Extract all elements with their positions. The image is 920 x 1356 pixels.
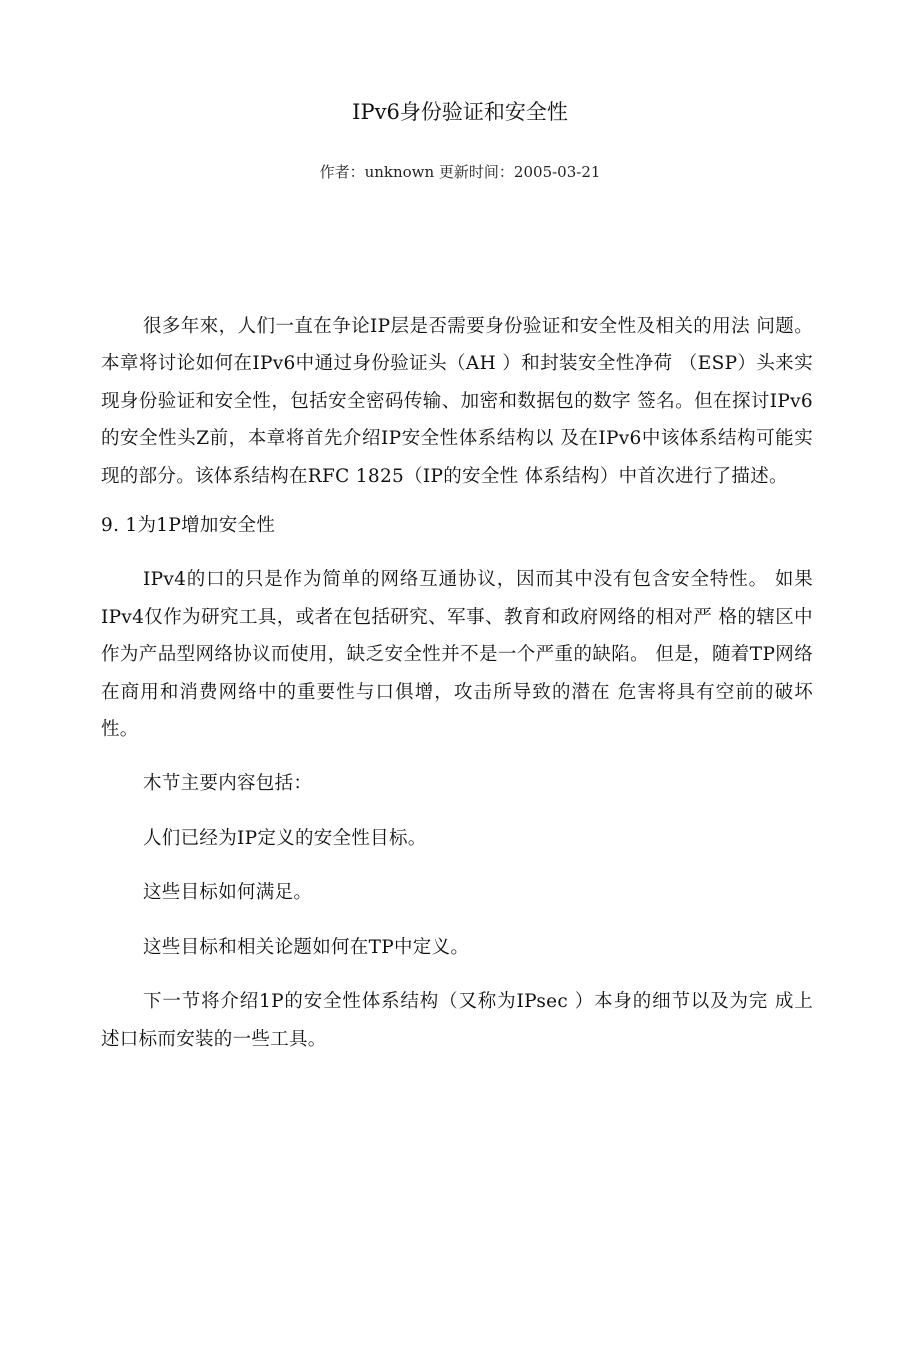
paragraph-intro: 很多年來，人们一直在争论IP层是否需要身份验证和安全性及相关的用法 问题。本章将讨论如何在IPv6中通过身份验证头（AH ）和封装安全性净荷 （ESP）头来实现身份验证和安全性，包括安全密码传输、加密和数据包的数字 签名。但在探讨IPv6的安全性头Z前，本章将首先介绍IP安全性体系结构以 及在IPv6中该体系结构可能实现的部分。该体系结构在RFC 1825（IP的安全性 体系结构）中首次进行了描述。 — [101, 316, 813, 487]
document-title: IPv6身份验证和安全性 — [352, 100, 568, 124]
paragraph-contents-intro: 木节主要内容包括： — [143, 773, 313, 795]
list-item-how: 这些目标如何满足。 — [143, 882, 313, 904]
list-item-definition: 这些目标和相关论题如何在TP中定义。 — [143, 936, 470, 958]
paragraph-next-section: 下一节将介绍1P的安全性体系结构（又称为IPsec ）本身的细节以及为完 成上述口标而安装的一些工具。 — [101, 991, 813, 1050]
paragraph-ipv4: IPv4的口的只是作为简单的网络互通协议，因而其中没有包含安全特性。 如果IPv4仅作为研究工具，或者在包括研究、军事、教育和政府网络的相对严 格的辖区中作为产品型网络协议而使用，缺乏安全性并不是一个严重的缺陷。 但是，随着TP网络在商用和消费网络中的重要性与口俱增，攻击所导致的潜在 危害将具有空前的破坏性。 — [101, 569, 813, 741]
section-heading: 9. 1为1P增加安全性 — [101, 515, 276, 537]
list-item-goals: 人们已经为IP定义的安全性目标。 — [143, 827, 427, 849]
author-date-line: 作者：unknown 更新时间：2005-03-21 — [319, 163, 601, 181]
document-body — [101, 308, 813, 1058]
